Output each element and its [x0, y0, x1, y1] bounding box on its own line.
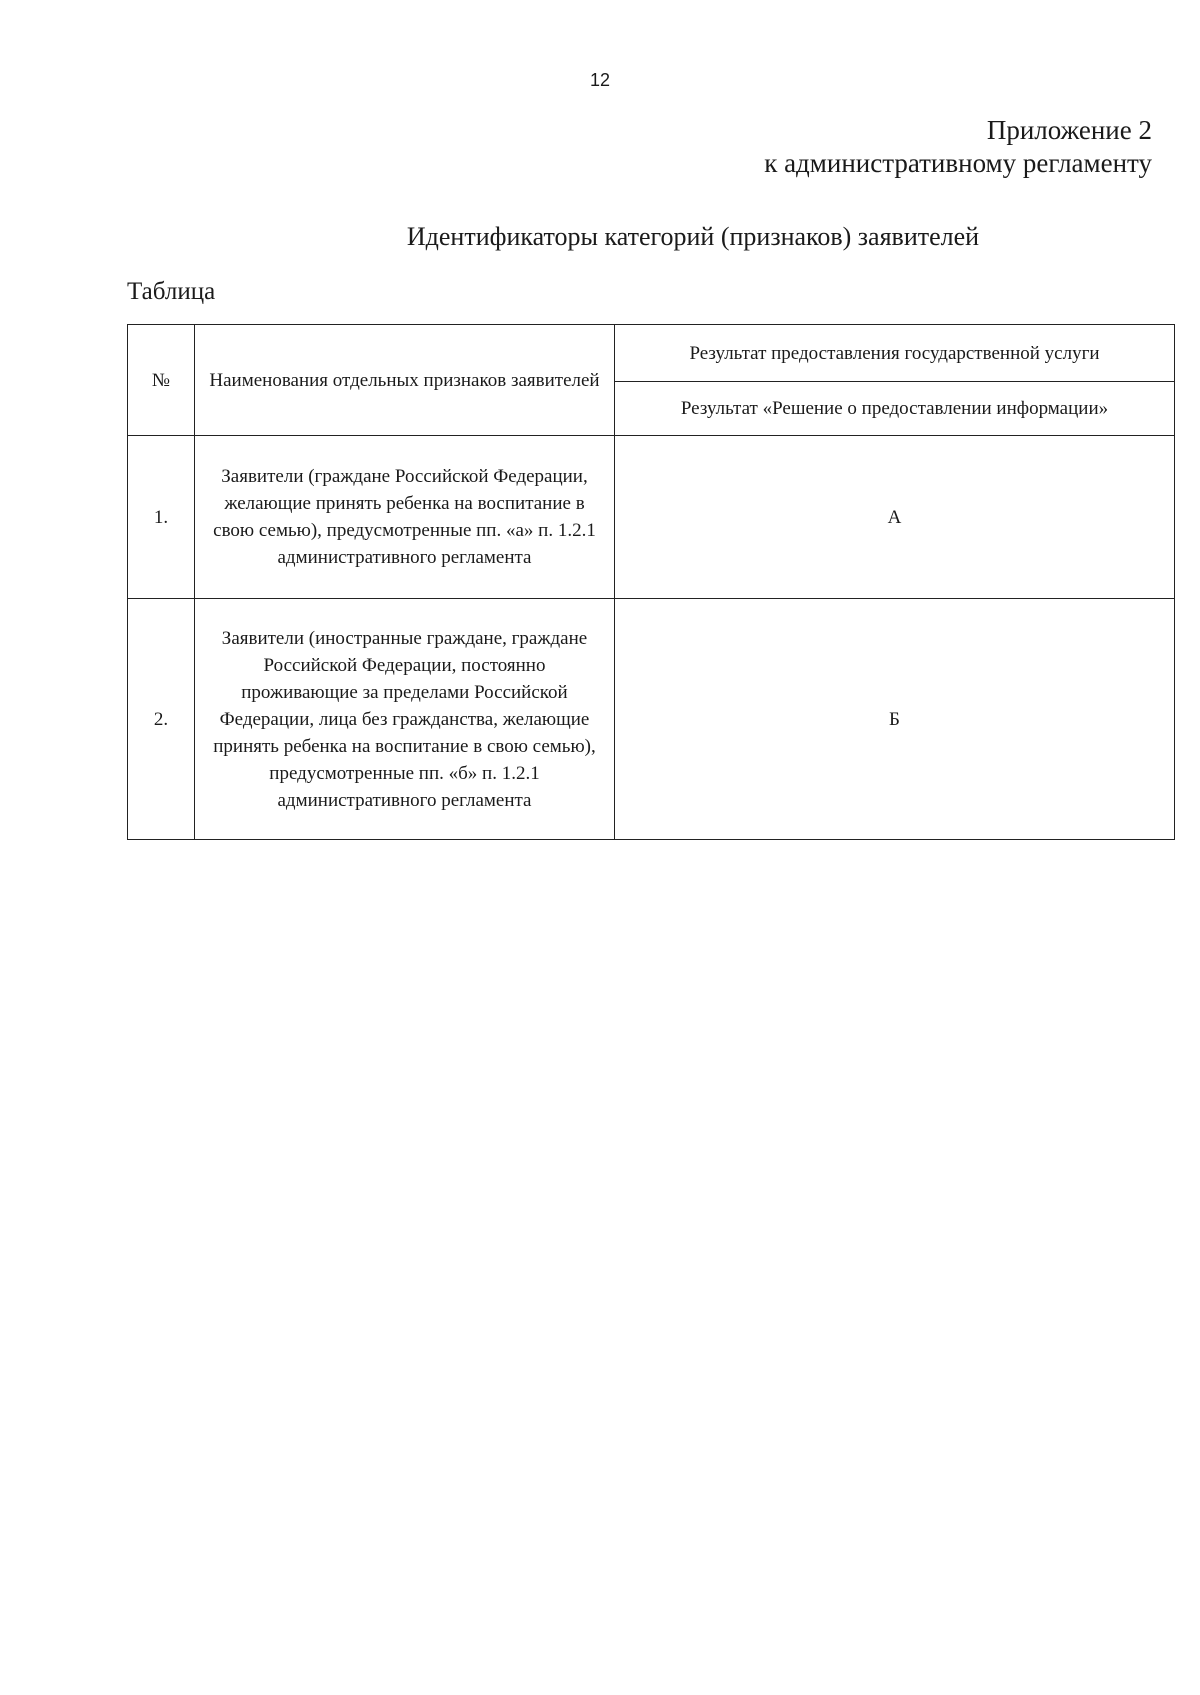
appendix-line-2: к административному регламенту — [764, 148, 1152, 178]
table-label: Таблица — [127, 278, 216, 305]
row-result: Б — [615, 599, 1175, 840]
header-result-group: Результат предоставления государственной услуги — [615, 325, 1175, 382]
header-name: Наименования отдельных признаков заявителей — [195, 325, 615, 436]
row-result: А — [615, 436, 1175, 599]
row-name: Заявители (граждане Российской Федерации, желающие принять ребенка на воспитание в свою семью), предусмотренные пп. «а» п. 1.2.1 административного регламента — [195, 436, 615, 599]
appendix-line-1: Приложение 2 — [986, 115, 1152, 145]
table-row — [128, 599, 1175, 840]
table-row — [128, 436, 1175, 599]
appendix-heading — [764, 114, 1152, 180]
header-number: № — [128, 325, 195, 436]
applicant-categories-table — [127, 324, 1175, 840]
header-result: Результат «Решение о предоставлении информации» — [615, 382, 1175, 436]
row-name: Заявители (иностранные граждане, граждане Российской Федерации, постоянно проживающие за пределами Российской Федерации, лица без гражданства, желающие принять ребенка на воспитание в свою семью), предусмотренные пп. «б» п. 1.2.1 административного регламента — [195, 599, 615, 840]
row-number: 2. — [128, 599, 195, 840]
row-number: 1. — [128, 436, 195, 599]
table-header-row — [128, 325, 1175, 382]
page-number: 12 — [589, 70, 611, 90]
document-title: Идентификаторы категорий (признаков) заявителей — [406, 222, 980, 251]
